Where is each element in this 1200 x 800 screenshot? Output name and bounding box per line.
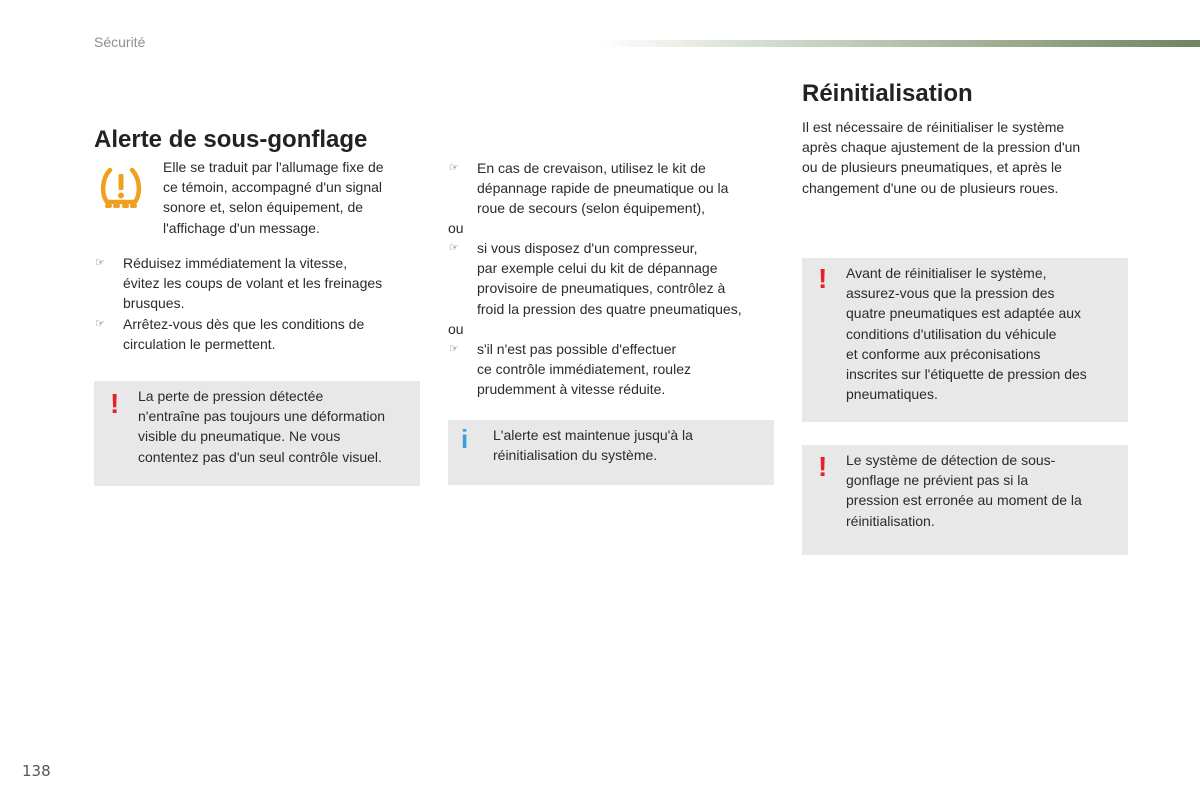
reset-paragraph: Il est nécessaire de réinitialiser le système après chaque ajustement de la pression d'un ou de plusieurs pneumatiques, et après le changement d'une ou de plusieurs roues. [802,119,1081,196]
list-item: ☞ si vous disposez d'un compresseur, par exemple celui du kit de dépannage provisoire de pneumatiques, contrôlez à froid la pression des quatre pneumatiques, [449,240,742,317]
list-item: ☞ En cas de crevaison, utilisez le kit de dépannage rapide de pneumatique ou la roue de secours (selon équipement), [449,160,729,217]
reset-title: Réinitialisation [802,80,973,107]
bullet-icon: ☞ [95,318,105,330]
tire-pressure-warning-icon [98,164,144,212]
bullet-icon: ☞ [449,242,459,254]
warning-box: ! Avant de réinitialiser le système, assurez-vous que la pression des quatre pneumatiques est adaptée aux conditions d'utilisation du véhicule et conforme aux préconisations inscrites sur l'étiquette de pression des pneumatiques. [802,258,1128,422]
warning-icon: ! [818,451,828,482]
info-icon: i [461,424,469,454]
or-text: ou [448,220,464,236]
warning-icon: ! [818,263,828,294]
or-text: ou [448,321,464,337]
alert-title: Alerte de sous-gonflage [94,126,368,153]
warning-box: ! Le système de détection de sous- gonflage ne prévient pas si la pression est erronée au moment de la réinitialisation. [802,445,1128,555]
alert-intro: Elle se traduit par l'allumage fixe de ce témoin, accompagné d'un signal sonore et, selon équipement, de l'affichage d'un message. [163,159,384,236]
warning-box: ! La perte de pression détectée n'entraîne pas toujours une déformation visible du pneumatique. Ne vous contentez pas d'un seul contrôle visuel. [94,381,420,486]
bullet-icon: ☞ [449,162,459,174]
section-label: Sécurité [94,34,146,50]
list-item: ☞ s'il n'est pas possible d'effectuer ce contrôle immédiatement, roulez prudemment à vitesse réduite. [449,341,691,398]
bullet-icon: ☞ [95,257,105,269]
info-box: i L'alerte est maintenue jusqu'à la réinitialisation du système. [448,420,774,485]
warning-icon: ! [110,388,120,419]
list-item: ☞ Arrêtez-vous dès que les conditions de circulation le permettent. [95,316,365,353]
bullet-icon: ☞ [449,343,459,355]
header-rule [600,40,1200,47]
page-number: 138 [22,762,51,780]
list-item: ☞ Réduisez immédiatement la vitesse, évitez les coups de volant et les freinages brusques. [95,255,383,312]
